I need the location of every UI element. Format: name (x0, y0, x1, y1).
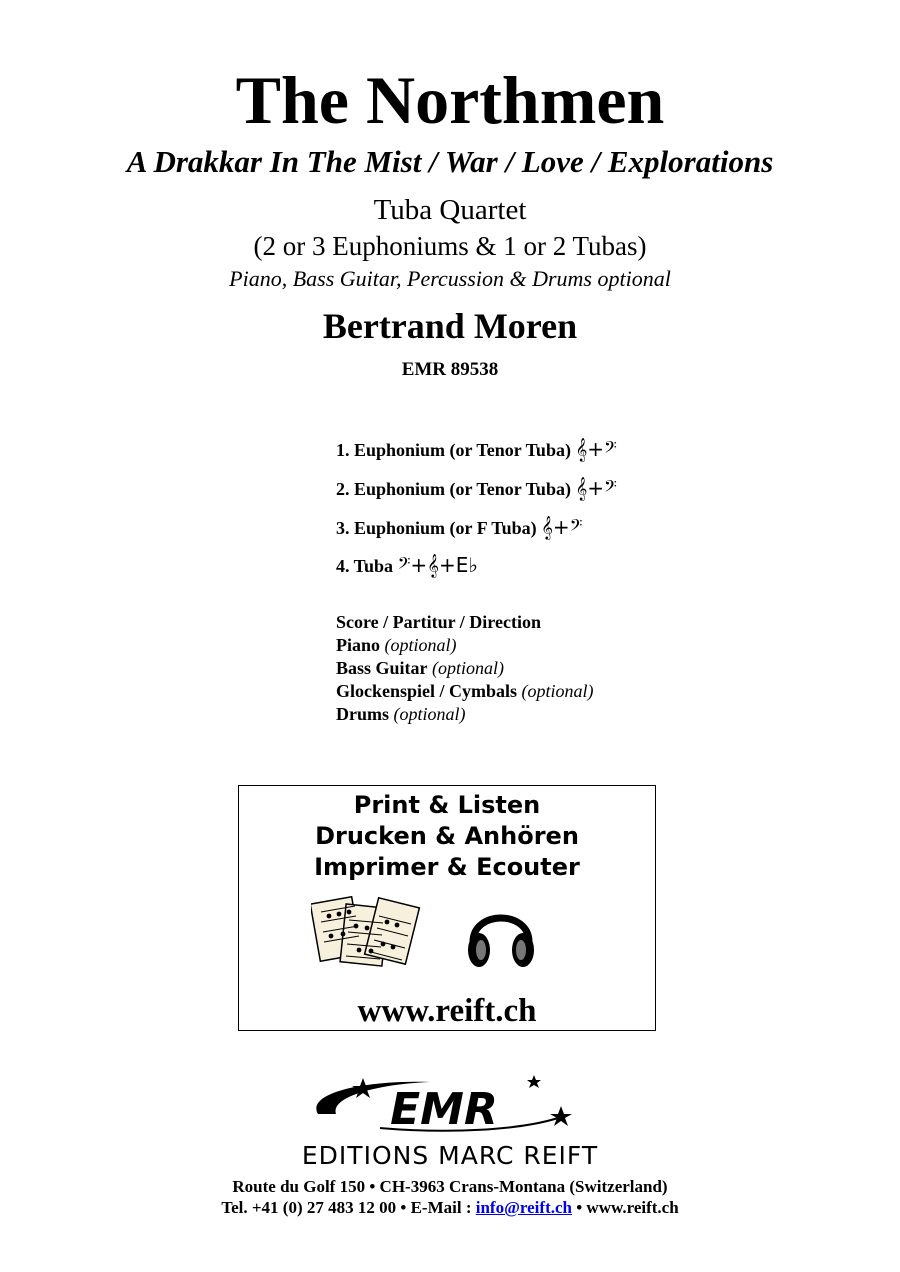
composer: Bertrand Moren (322, 306, 578, 346)
part-label: 4. Tuba (336, 556, 394, 576)
extra-note: (optional) (521, 681, 594, 701)
extra-note: (optional) (432, 658, 505, 678)
extra-glockenspiel (336, 680, 594, 703)
ensemble: Tuba Quartet (373, 194, 527, 226)
publisher-contact (0, 1197, 900, 1219)
optional-instruments: Piano, Bass Guitar, Percussion & Drums optional (229, 266, 671, 291)
extra-name: Score / Partitur / Direction (336, 612, 541, 632)
email-link[interactable]: info@reift.ch (475, 1198, 572, 1217)
extra-note: (optional) (384, 635, 457, 655)
extra-drums (336, 703, 466, 726)
part-label: 2. Euphonium (or Tenor Tuba) (336, 479, 571, 499)
extra-name: Drums (336, 704, 389, 724)
extra-note: (optional) (393, 704, 466, 724)
extra-name: Piano (336, 635, 381, 655)
sheet-music-icon (311, 892, 423, 978)
extra-piano (336, 634, 457, 657)
instrumentation: (2 or 3 Euphoniums & 1 or 2 Tubas) (253, 231, 647, 261)
headphones-icon (463, 898, 539, 974)
phone-text: Tel. +41 (0) 27 483 12 00 • E-Mail : (221, 1198, 476, 1217)
part-label: 1. Euphonium (or Tenor Tuba) (336, 440, 571, 460)
part-1 (336, 436, 617, 463)
logo-text: EMR (390, 1084, 498, 1135)
promo-line-fr: Imprimer & Ecouter (314, 853, 580, 881)
extra-score (336, 611, 541, 634)
part-4 (336, 552, 478, 579)
website-label: www.reift.ch (357, 993, 537, 1029)
part-3 (336, 514, 583, 541)
extra-bass-guitar (336, 657, 504, 680)
extra-name: Glockenspiel / Cymbals (336, 681, 518, 701)
clef-icons: 𝄢+𝄞+E♭ (397, 553, 478, 577)
publisher-address: Route du Golf 150 • CH-3963 Crans-Montana (Switzerland) (232, 1177, 668, 1196)
title: The Northmen (235, 62, 665, 138)
web-text: • www.reift.ch (571, 1198, 679, 1217)
clef-icons: 𝄞+𝄢 (541, 515, 583, 539)
subtitle: A Drakkar In The Mist / War / Love / Explorations (126, 144, 774, 179)
part-label: 3. Euphonium (or F Tuba) (336, 518, 537, 538)
part-2 (336, 475, 617, 502)
extra-name: Bass Guitar (336, 658, 428, 678)
clef-icons: 𝄞+𝄢 (575, 437, 617, 461)
clef-icons: 𝄞+𝄢 (575, 476, 617, 500)
emr-logo (300, 1074, 580, 1138)
print-listen-box (238, 785, 656, 1031)
promo-line-en: Print & Listen (353, 791, 541, 819)
catalog-code: EMR 89538 (401, 359, 499, 380)
promo-line-de: Drucken & Anhören (315, 822, 579, 850)
publisher-name: EDITIONS MARC REIFT (301, 1141, 599, 1170)
